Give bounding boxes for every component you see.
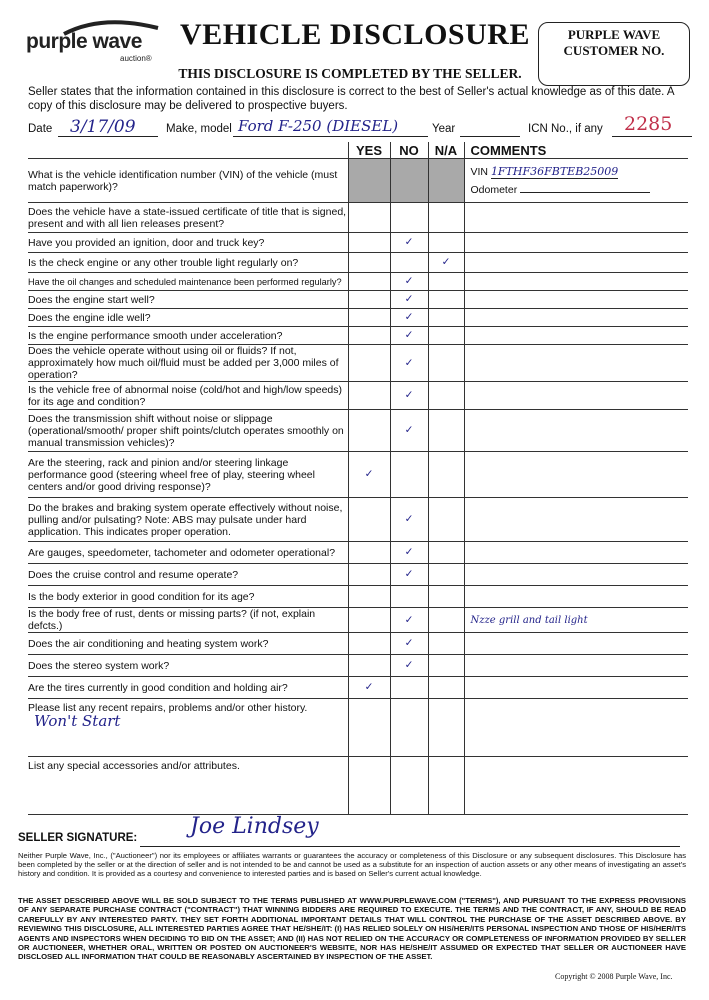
- comment-cell[interactable]: [464, 410, 688, 452]
- yes-checkbox[interactable]: [348, 382, 390, 410]
- na-checkbox[interactable]: [428, 203, 464, 233]
- no-checkbox[interactable]: [390, 586, 428, 608]
- yes-checkbox[interactable]: [348, 410, 390, 452]
- odometer-label: Odometer: [470, 183, 518, 196]
- comment-cell[interactable]: [464, 253, 688, 273]
- na-checkbox[interactable]: [428, 159, 464, 203]
- table-row: [28, 410, 688, 452]
- no-checkbox[interactable]: [390, 633, 428, 655]
- check-mark-icon: ✓: [364, 681, 374, 694]
- icn-field[interactable]: 2285: [624, 113, 673, 135]
- question-text: Have the oil changes and scheduled maintenance been performed regularly?: [28, 273, 348, 291]
- disclaimer-text: Neither Purple Wave, Inc., ("Auctioneer") nor its employees or affiliates warrants or guarantees the accuracy or completeness of this Disclosure or any subsequent disclosures. This Disclosure has been completed by the seller or at the direction of seller and is not intended to be and cannot be used as a substitute for an inspection of auction assets or any other means of investigating an asset's history and condition. It is provided as a courtesy and convenience to interested parties and is based on Seller's current actual knowledge.: [18, 851, 686, 879]
- na-checkbox[interactable]: [428, 309, 464, 327]
- no-checkbox[interactable]: [390, 677, 428, 699]
- no-checkbox[interactable]: [390, 203, 428, 233]
- no-checkbox[interactable]: [390, 273, 428, 291]
- comment-cell[interactable]: [464, 382, 688, 410]
- check-mark-icon: ✓: [404, 311, 414, 324]
- question-text: Are the steering, rack and pinion and/or steering linkage performance good (steering wheel free of play, steering wheel centers and/or good driving response)?: [28, 452, 348, 498]
- question-text: Please list any recent repairs, problems and/or other history. Won't Start: [28, 699, 348, 757]
- yes-checkbox[interactable]: [348, 159, 390, 203]
- na-checkbox[interactable]: [428, 655, 464, 677]
- comment-cell[interactable]: [464, 203, 688, 233]
- yes-checkbox[interactable]: [348, 608, 390, 633]
- na-checkbox[interactable]: [428, 327, 464, 345]
- na-checkbox[interactable]: [428, 542, 464, 564]
- make-model-label: Make, model: [166, 123, 232, 135]
- intro-statement: Seller states that the information contained in this disclosure is correct to the best of Seller's actual knowledge as of this date. A copy of this disclosure may be delivered to prospective buyers.: [28, 86, 674, 112]
- history-note: Won't Start: [34, 712, 121, 730]
- seller-signature-line[interactable]: [140, 846, 680, 847]
- na-column-header: N/A: [428, 142, 464, 159]
- comment-cell[interactable]: [464, 327, 688, 345]
- table-row: [28, 291, 688, 309]
- odometer-field[interactable]: [520, 192, 650, 193]
- check-mark-icon: ✓: [404, 389, 414, 402]
- question-text: Does the air conditioning and heating system work?: [28, 633, 348, 655]
- page-subtitle: THIS DISCLOSURE IS COMPLETED BY THE SELLER.: [178, 66, 522, 81]
- comment-text: Nzze grill and tail light: [470, 615, 588, 626]
- question-text: Is the engine performance smooth under acceleration?: [28, 327, 348, 345]
- no-checkbox[interactable]: [390, 608, 428, 633]
- check-mark-icon: ✓: [404, 275, 414, 288]
- question-text: Are the tires currently in good condition and holding air?: [28, 677, 348, 699]
- no-checkbox[interactable]: [390, 655, 428, 677]
- seller-signature-label: SELLER SIGNATURE:: [18, 832, 138, 844]
- question-text: Is the body free of rust, dents or missing parts? (if not, explain defcts.): [28, 608, 348, 633]
- logo-wordmark: purple wave: [26, 30, 142, 53]
- check-mark-icon: ✓: [404, 513, 414, 526]
- year-label: Year: [432, 123, 456, 135]
- table-header-row: [28, 142, 688, 159]
- yes-checkbox[interactable]: [348, 203, 390, 233]
- question-text: Does the stereo system work?: [28, 655, 348, 677]
- customer-box-line2: CUSTOMER NO.: [563, 43, 665, 58]
- na-checkbox[interactable]: [428, 699, 464, 757]
- check-mark-icon: ✓: [404, 637, 414, 650]
- table-row: [28, 159, 688, 203]
- check-mark-icon: ✓: [404, 568, 414, 581]
- table-row: [28, 586, 688, 608]
- question-text: Is the vehicle free of abnormal noise (cold/hot and high/low speeds) for its age and condition?: [28, 382, 348, 410]
- no-checkbox[interactable]: [390, 452, 428, 498]
- no-checkbox[interactable]: [390, 327, 428, 345]
- question-text: Have you provided an ignition, door and truck key?: [28, 233, 348, 253]
- make-model-field[interactable]: Ford F-250 (DIESEL): [238, 117, 399, 135]
- yes-checkbox[interactable]: [348, 345, 390, 382]
- question-text: Are gauges, speedometer, tachometer and odometer operational?: [28, 542, 348, 564]
- customer-box-line1: PURPLE WAVE: [567, 27, 661, 42]
- check-mark-icon: ✓: [404, 424, 414, 437]
- question-text: Do the brakes and braking system operate effectively without noise, pulling and/or pulsating? Note: ABS may pulsate under hard application. This indicates proper operation.: [28, 498, 348, 542]
- yes-checkbox[interactable]: [348, 273, 390, 291]
- check-mark-icon: ✓: [404, 659, 414, 672]
- no-checkbox[interactable]: [390, 382, 428, 410]
- yes-checkbox[interactable]: [348, 253, 390, 273]
- table-row: [28, 677, 688, 699]
- yes-checkbox[interactable]: [348, 327, 390, 345]
- table-row: [28, 203, 688, 233]
- yes-checkbox[interactable]: [348, 498, 390, 542]
- no-checkbox[interactable]: [390, 291, 428, 309]
- question-text: Does the vehicle have a state-issued certificate of title that is signed, present and with all lien releases present?: [28, 203, 348, 233]
- copyright-text: Copyright © 2008 Purple Wave, Inc.: [555, 972, 673, 981]
- yes-checkbox[interactable]: [348, 699, 390, 757]
- na-checkbox[interactable]: [428, 564, 464, 586]
- question-text: Does the engine idle well?: [28, 309, 348, 327]
- table-row: [28, 655, 688, 677]
- comment-cell[interactable]: [464, 452, 688, 498]
- no-checkbox[interactable]: [390, 233, 428, 253]
- comment-cell[interactable]: [464, 159, 688, 203]
- no-checkbox[interactable]: [390, 564, 428, 586]
- comment-cell[interactable]: [464, 699, 688, 757]
- header-fields: [28, 113, 698, 141]
- vin-label: VIN: [470, 165, 489, 178]
- na-checkbox[interactable]: [428, 345, 464, 382]
- comment-cell[interactable]: [464, 564, 688, 586]
- na-checkbox[interactable]: [428, 677, 464, 699]
- no-checkbox[interactable]: [390, 309, 428, 327]
- question-text: Does the vehicle operate without using oil or fluids? If not, approximately how much oil/fluid must be added per 3,000 miles of operation?: [28, 345, 348, 382]
- na-checkbox[interactable]: [428, 291, 464, 309]
- yes-checkbox[interactable]: [348, 586, 390, 608]
- table-row: [28, 608, 688, 633]
- table-row: [28, 757, 688, 815]
- check-mark-icon: ✓: [404, 356, 414, 369]
- table-row: [28, 633, 688, 655]
- comment-cell[interactable]: [464, 633, 688, 655]
- comment-cell[interactable]: [464, 498, 688, 542]
- no-checkbox[interactable]: [390, 757, 428, 815]
- vin-field[interactable]: 1FTHF36FBTEB25009: [490, 164, 619, 178]
- question-text: List any special accessories and/or attributes.: [28, 757, 348, 815]
- yes-checkbox[interactable]: [348, 291, 390, 309]
- yes-checkbox[interactable]: [348, 309, 390, 327]
- check-mark-icon: ✓: [404, 236, 414, 249]
- table-row: [28, 699, 688, 757]
- check-mark-icon: ✓: [364, 468, 374, 481]
- comments-column-header: COMMENTS: [464, 142, 688, 159]
- check-mark-icon: ✓: [404, 546, 414, 559]
- yes-checkbox[interactable]: [348, 677, 390, 699]
- no-checkbox[interactable]: [390, 410, 428, 452]
- na-checkbox[interactable]: [428, 410, 464, 452]
- no-checkbox[interactable]: [390, 699, 428, 757]
- yes-checkbox[interactable]: [348, 542, 390, 564]
- comment-cell[interactable]: [464, 677, 688, 699]
- na-checkbox[interactable]: [428, 452, 464, 498]
- yes-column-header: YES: [348, 142, 390, 159]
- comment-cell[interactable]: [464, 757, 688, 815]
- question-text: What is the vehicle identification number (VIN) of the vehicle (must match paperwork)?: [28, 159, 348, 203]
- seller-signature: Joe Lindsey: [190, 814, 319, 839]
- table-row: [28, 542, 688, 564]
- table-row: [28, 273, 688, 291]
- no-checkbox[interactable]: [390, 159, 428, 203]
- comment-cell[interactable]: [464, 309, 688, 327]
- terms-text: THE ASSET DESCRIBED ABOVE WILL BE SOLD SUBJECT TO THE TERMS PUBLISHED AT WWW.PURPLEWAVE.COM ("TERMS"), AND PURSUANT TO THE EXPRESS PROVISIONS OF ANY SEPARATE PURCHASE CONTRACT ("CONTRACT") THAT WINNING BIDDERS ARE REQUIRED TO EXECUTE. THE TERMS AND THE CONTRACT, IF ANY, SHOULD BE READ CAREFULLY BY ANY INTERESTED PARTY. THEY SET FORTH ADDITIONAL IMPORTANT DETAILS THAT WILL CONTROL THE PURCHASE OF THE ASSET DESCRIBED ABOVE. BY REVIEWING THIS DISCLOSURE, ALL INTERESTED PARTIES AGREE THAT HE/SHE/IT: (I) HAS RELIED SOLELY ON HIS/HER/ITS PERSONAL INSPECTION AND THOSE OF HIS/HER/ITS AGENTS AND INSPECTORS WHEN DECIDING TO BID ON THE ASSET; AND (II) HAS NOT RELIED ON THE ACCURACY OR COMPLETENESS OF INFORMATION PROVIDED BY SELLER OR AUCTIONEER, WHETHER ORAL, WRITTEN OR POSTED ON AUCTIONEER'S WEBSITE, NOR HAS HE/SHE/IT ASSUMED OR EXPECTED THAT SELLER OR AUCTIONEER HAVE DISCLOSED ALL INFORMATION THAT COULD BE REASONABLY ASCERTAINED BY INSPECTION OF THE ASSET.: [18, 896, 686, 962]
- table-row: [28, 498, 688, 542]
- table-row: [28, 309, 688, 327]
- table-row: [28, 382, 688, 410]
- table-row: [28, 253, 688, 273]
- comment-cell[interactable]: [464, 273, 688, 291]
- comment-cell[interactable]: [464, 542, 688, 564]
- table-row: [28, 233, 688, 253]
- check-mark-icon: ✓: [404, 329, 414, 342]
- table-row: [28, 345, 688, 382]
- yes-checkbox[interactable]: [348, 564, 390, 586]
- comment-cell[interactable]: [464, 233, 688, 253]
- comment-cell[interactable]: [464, 608, 688, 633]
- table-row: [28, 327, 688, 345]
- year-field[interactable]: [460, 121, 520, 137]
- question-text: Is the body exterior in good condition for its age?: [28, 586, 348, 608]
- yes-checkbox[interactable]: [348, 233, 390, 253]
- date-label: Date: [28, 123, 53, 135]
- na-checkbox[interactable]: [428, 757, 464, 815]
- disclosure-table: [28, 142, 688, 815]
- yes-checkbox[interactable]: [348, 655, 390, 677]
- check-mark-icon: ✓: [404, 613, 414, 626]
- no-checkbox[interactable]: [390, 253, 428, 273]
- na-checkbox[interactable]: [428, 586, 464, 608]
- yes-checkbox[interactable]: [348, 452, 390, 498]
- question-column-header: [28, 142, 348, 159]
- na-checkbox[interactable]: [428, 233, 464, 253]
- no-checkbox[interactable]: [390, 345, 428, 382]
- comment-cell[interactable]: [464, 345, 688, 382]
- question-text: Does the cruise control and resume operate?: [28, 564, 348, 586]
- na-checkbox[interactable]: [428, 633, 464, 655]
- question-text: Does the transmission shift without noise or slippage (operational/smooth/ proper shift points/clutch operates smoothly on manual transmission vehicles)?: [28, 410, 348, 452]
- table-row: [28, 564, 688, 586]
- na-checkbox[interactable]: [428, 608, 464, 633]
- page-title: VEHICLE DISCLOSURE: [180, 18, 530, 51]
- no-column-header: NO: [390, 142, 428, 159]
- na-checkbox[interactable]: [428, 498, 464, 542]
- customer-number-box[interactable]: [538, 22, 690, 86]
- logo-subtext: auction®: [120, 54, 152, 63]
- no-checkbox[interactable]: [390, 498, 428, 542]
- na-checkbox[interactable]: [428, 253, 464, 273]
- comment-cell[interactable]: [464, 586, 688, 608]
- no-checkbox[interactable]: [390, 542, 428, 564]
- na-checkbox[interactable]: [428, 382, 464, 410]
- check-mark-icon: ✓: [404, 293, 414, 306]
- question-text: Does the engine start well?: [28, 291, 348, 309]
- purple-wave-logo: [22, 18, 162, 66]
- date-field[interactable]: 3/17/09: [70, 117, 136, 137]
- comment-cell[interactable]: [464, 291, 688, 309]
- yes-checkbox[interactable]: [348, 633, 390, 655]
- icn-label: ICN No., if any: [528, 123, 603, 135]
- yes-checkbox[interactable]: [348, 757, 390, 815]
- table-row: [28, 452, 688, 498]
- na-checkbox[interactable]: [428, 273, 464, 291]
- question-text: Is the check engine or any other trouble light regularly on?: [28, 253, 348, 273]
- check-mark-icon: ✓: [441, 256, 451, 269]
- comment-cell[interactable]: [464, 655, 688, 677]
